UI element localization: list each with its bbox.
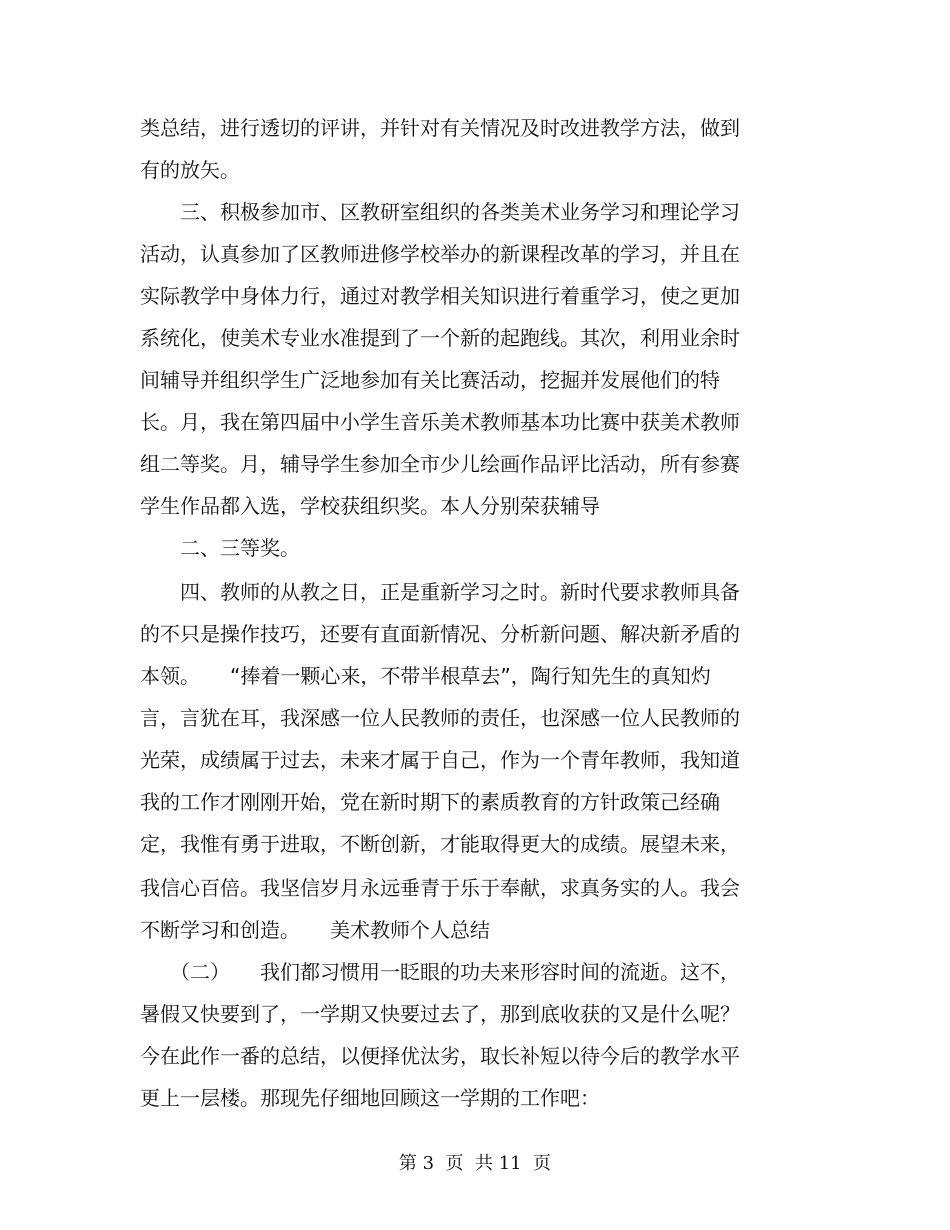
- text-line: 言，言犹在耳，我深感一位人民教师的责任，也深感一位人民教师的: [140, 706, 740, 730]
- text-line: 我的工作才刚刚开始，党在新时期下的素质教育的方针政策己经确: [140, 790, 720, 814]
- text-line: 更上一层楼。那现先仔细地回顾这一学期的工作吧：: [140, 1086, 600, 1110]
- text-line: 系统化，使美术专业水准提到了一个新的起跑线。其次，利用业余时: [140, 326, 740, 350]
- text-line: 二、三等奖。: [140, 536, 300, 560]
- text-line: 长。月，我在第四届中小学生音乐美术教师基本功比赛中获美术教师: [140, 410, 740, 434]
- text-line: 四、教师的从教之日，正是重新学习之时。新时代要求教师具备: [140, 580, 740, 604]
- text-line: （二） 我们都习惯用一眨眼的功夫来形容时间的流逝。这不，: [140, 960, 740, 984]
- text-line: 组二等奖。月，辅导学生参加全市少儿绘画作品评比活动，所有参赛: [140, 452, 740, 476]
- text-line: 实际教学中身体力行，通过对教学相关知识进行着重学习，使之更加: [140, 284, 740, 308]
- text-line: 间辅导并组织学生广泛地参加有关比赛活动，挖掘并发展他们的特: [140, 368, 720, 392]
- text-line: 本领。 “捧着一颗心来，不带半根草去”，陶行知先生的真知灼: [140, 664, 711, 688]
- text-line: 定，我惟有勇于进取，不断创新，才能取得更大的成绩。展望未来，: [140, 832, 740, 856]
- text-line: 光荣，成绩属于过去，未来才属于自己，作为一个青年教师，我知道: [140, 748, 740, 772]
- text-line: 有的放矢。: [140, 158, 240, 182]
- text-line: 活动，认真参加了区教师进修学校举办的新课程改革的学习，并且在: [140, 242, 740, 266]
- text-line: 今在此作一番的总结，以便择优汰劣，取长补短以待今后的教学水平: [140, 1044, 740, 1068]
- page-number-footer: 第 3 页 共 11 页: [398, 1153, 552, 1174]
- text-line: 暑假又快要到了，一学期又快要过去了，那到底收获的又是什么呢？: [140, 1002, 740, 1026]
- text-line: 的不只是操作技巧，还要有直面新情况、分析新问题、解决新矛盾的: [140, 622, 740, 646]
- text-line: 三、积极参加市、区教研室组织的各类美术业务学习和理论学习: [140, 200, 740, 224]
- text-line: 类总结，进行透切的评讲，并针对有关情况及时改进教学方法，做到: [140, 116, 740, 140]
- text-line: 不断学习和创造。 美术教师个人总结: [140, 918, 490, 942]
- text-line: 学生作品都入选，学校获组织奖。本人分别荣获辅导: [140, 494, 600, 518]
- text-line: 我信心百倍。我坚信岁月永远垂青于乐于奉献，求真务实的人。我会: [140, 876, 740, 900]
